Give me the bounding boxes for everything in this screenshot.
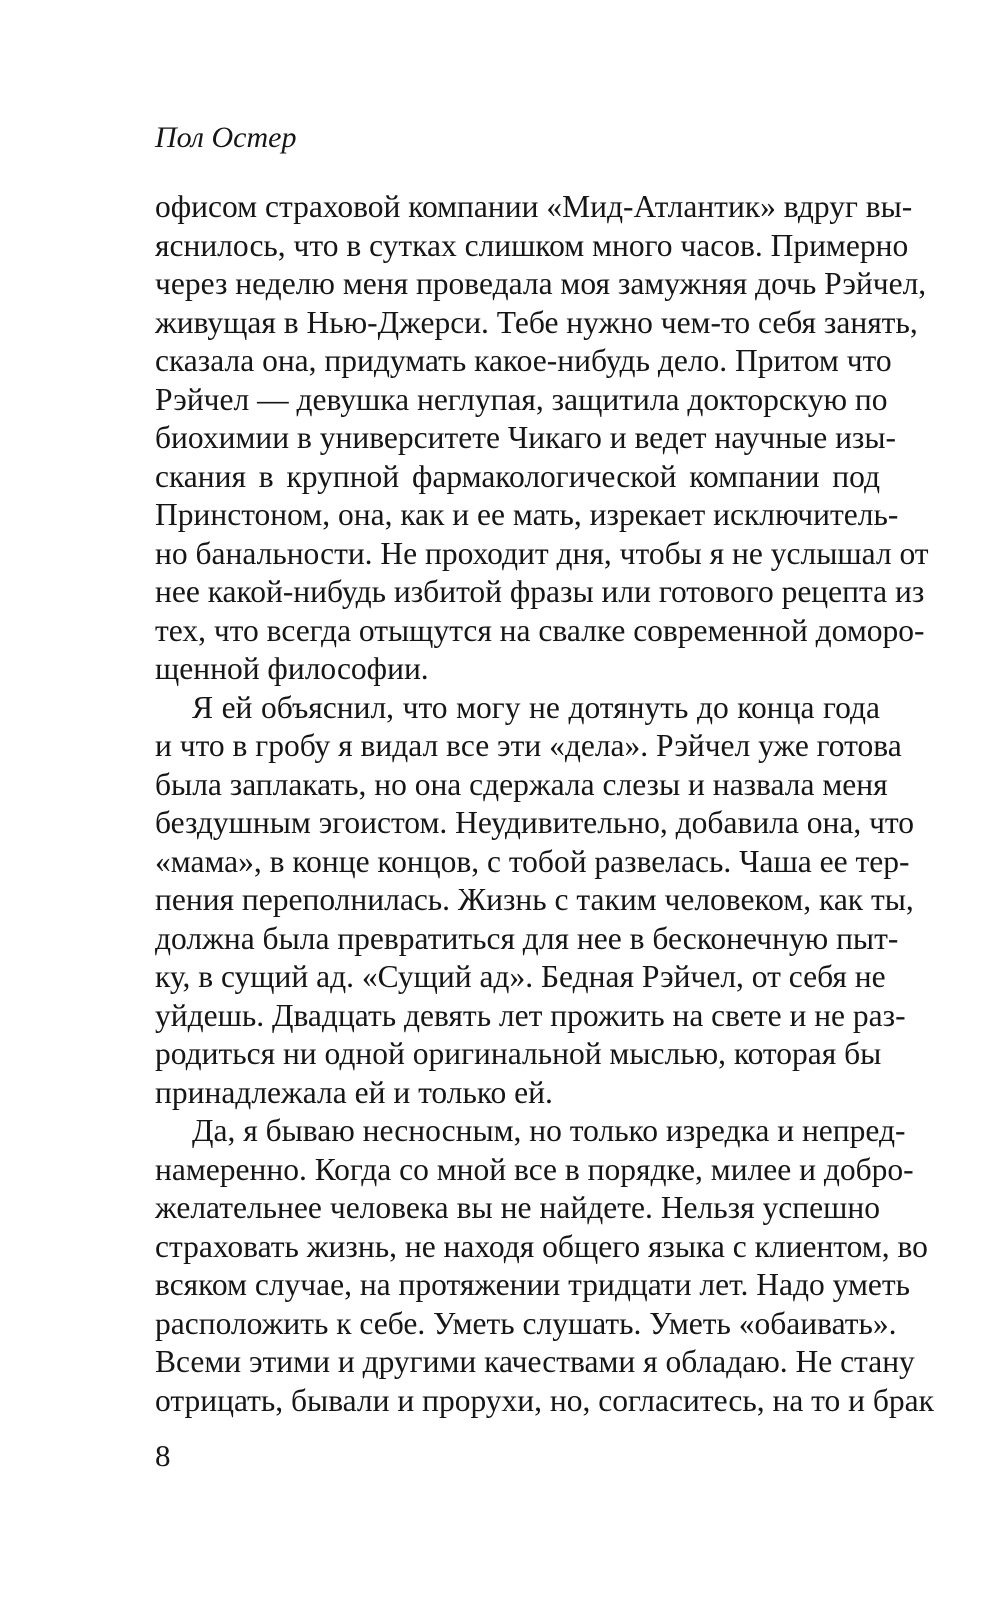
text-line: офисом страховой компании «Мид-Атлантик» вдруг вы- xyxy=(155,189,913,224)
text-line: всяком случае, на протяжении тридцати лет. Надо уметь xyxy=(155,1267,911,1302)
text-line: через неделю меня проведала моя замужняя дочь Рэйчел, xyxy=(155,266,927,301)
page-number: 8 xyxy=(155,1438,171,1473)
text-line: ку, в сущий ад. «Сущий ад». Бедная Рэйчел, от себя не xyxy=(155,959,886,994)
text-line: родиться ни одной оригинальной мыслью, которая бы xyxy=(155,1036,882,1071)
text-line: и что в гробу я видал все эти «дела». Рэйчел уже готова xyxy=(155,728,902,763)
text-line: сказала она, придумать какое-нибудь дело. Притом что xyxy=(155,343,892,378)
text-line: скания в крупной фармакологической компании под xyxy=(155,458,880,494)
text-line: страховать жизнь, не находя общего языка с клиентом, во xyxy=(155,1228,928,1264)
text-line: должна была превратиться для нее в бесконечную пыт- xyxy=(155,920,899,956)
running-head: Пол Остер xyxy=(155,121,297,154)
text-line: «мама», в конце концов, с тобой развелась. Чаша ее тер- xyxy=(155,843,910,879)
text-line: была заплакать, но она сдержала слезы и назвала меня xyxy=(155,766,888,802)
text-line: пения переполнилась. Жизнь с таким человеком, как ты, xyxy=(155,882,914,917)
text-line: бездушным эгоистом. Неудивительно, добавила она, что xyxy=(155,805,915,840)
text-line: тех, что всегда отыщутся на свалке современной доморо- xyxy=(155,612,925,648)
text-line: биохимии в университете Чикаго и ведет научные изы- xyxy=(155,420,897,455)
text-line: щенной философии. xyxy=(155,651,429,686)
text-line: Я ей объяснил, что могу не дотянуть до конца года xyxy=(192,689,880,725)
text-line: но банальности. Не проходит дня, чтобы я не услышал от xyxy=(155,535,929,571)
text-line: отрицать, бывали и прорухи, но, согласитесь, на то и брак xyxy=(155,1382,934,1418)
text-line: намеренно. Когда со мной все в порядке, милее и добро- xyxy=(155,1151,914,1187)
text-line: желательнее человека вы не найдете. Нельзя успешно xyxy=(155,1190,880,1225)
text-line: Да, я бываю несносным, но только изредка и непред- xyxy=(192,1113,906,1148)
body-text xyxy=(155,188,934,1420)
text-line: принадлежала ей и только ей. xyxy=(155,1074,553,1110)
text-line: Принстоном, она, как и ее мать, изрекает исключитель- xyxy=(155,497,899,532)
text-line: яснилось, что в сутках слишком много часов. Примерно xyxy=(155,227,909,263)
text-line: живущая в Нью-Джерси. Тебе нужно чем-то себя занять, xyxy=(155,304,918,340)
text-line: Всеми этими и другими качествами я обладаю. Не стану xyxy=(155,1344,915,1379)
text-line: уйдешь. Двадцать девять лет прожить на свете и не раз- xyxy=(155,997,906,1033)
text-line: расположить к себе. Уметь слушать. Уметь «обаивать». xyxy=(155,1305,897,1341)
text-line: Рэйчел — девушка неглупая, защитила докторскую по xyxy=(155,381,888,417)
text-line: нее какой-нибудь избитой фразы или готового рецепта из xyxy=(155,574,925,609)
